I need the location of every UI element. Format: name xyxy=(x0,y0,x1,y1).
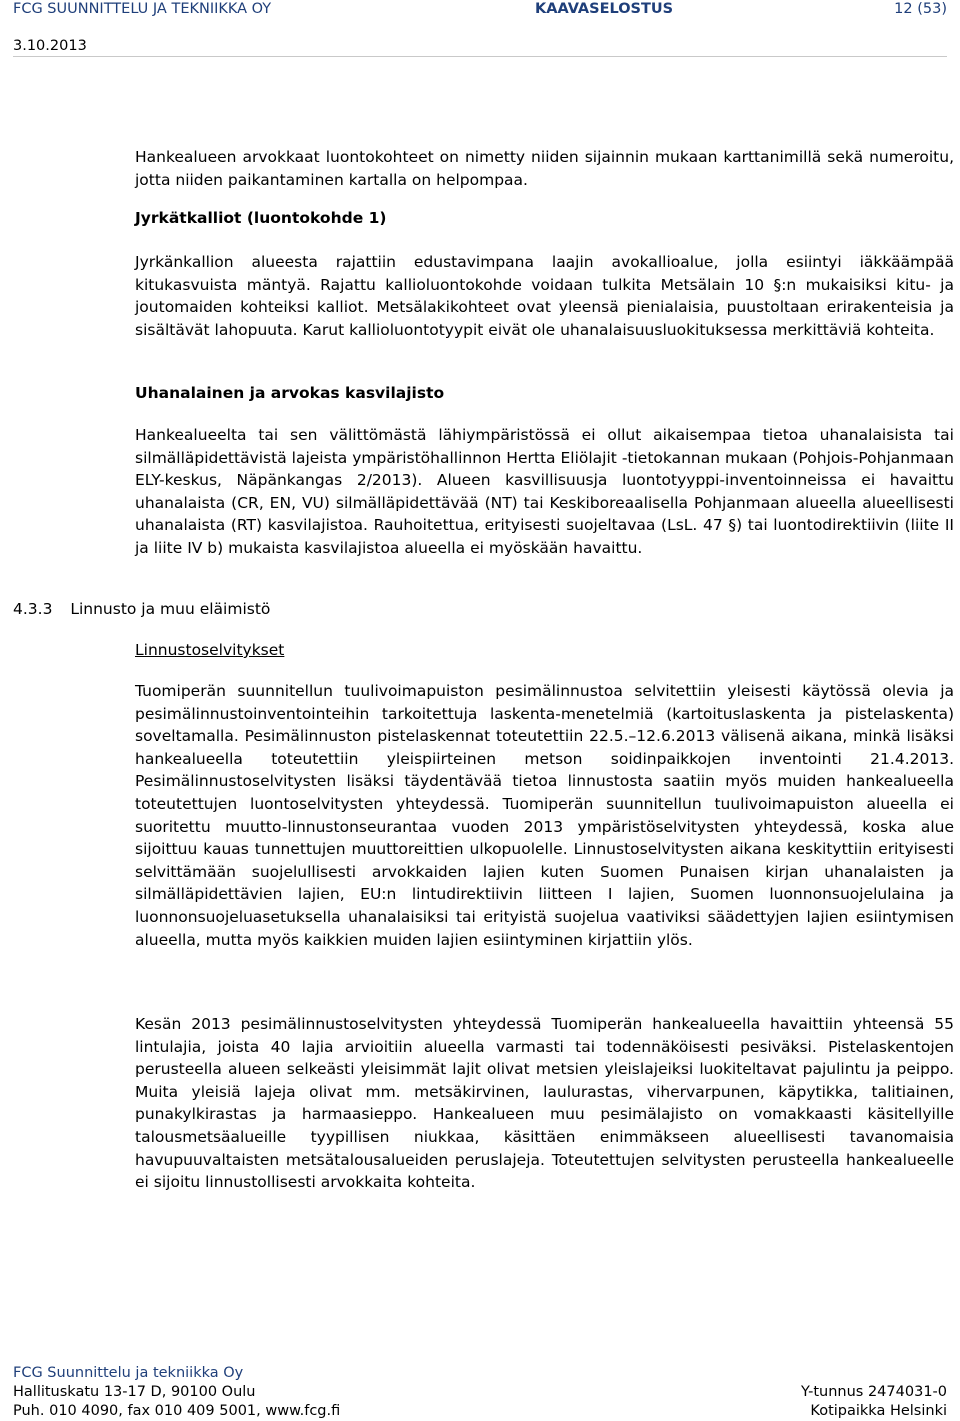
flora-text-block xyxy=(135,424,954,560)
section-heading xyxy=(13,598,270,620)
footer-contact: Puh. 010 4090, fax 010 409 5001, www.fcg.fi xyxy=(13,1403,341,1419)
site1-text-block xyxy=(135,251,954,341)
header-company: FCG SUUNNITTELU JA TEKNIIKKA OY xyxy=(13,1,272,17)
footer-address: Hallituskatu 13-17 D, 90100 Oulu xyxy=(13,1384,256,1400)
site1-heading: Jyrkätkalliot (luontokohde 1) xyxy=(135,209,387,227)
header-doc-type: KAAVASELOSTUS xyxy=(535,1,674,17)
header-top-row xyxy=(13,0,947,20)
intro-block xyxy=(135,146,954,191)
footer-business-id: Y-tunnus 2474031-0 xyxy=(800,1384,947,1400)
birds-paragraph-2: Kesän 2013 pesimälinnustoselvitysten yhteydessä Tuomiperän hankealueella havaittiin yhteensä 55 lintulajia, joista 40 lajia arvioitiin alueella varmasti tai todennäköisesti pesiväksi. Pistelaskentojen perusteella alueen selkeästi yleisimmät lajit olivat metsien yleislajeiksi luokiteltavat pajulintu ja peippo. Muita yleisiä lajeja olivat mm. metsäkirvinen, laulurastas, vihervarpunen, käpytikka, talitiainen, punakylkirastas ja harmaasieppo. Hankealueen muu pesimälajisto on vomakkaasti käsitellyille talousmetsäalueille tyypillisen niukkaa, käsittäen enimmäkseen alueellisesti tavanomaisia havupuuvaltaisten metsätalousalueiden peruslajeja. Toteutettujen selvitysten perusteella hankealueelle ei sijoitu linnustollisesti arvokkaita kohteita. xyxy=(135,1015,954,1192)
footer-domicile: Kotipaikka Helsinki xyxy=(810,1403,947,1419)
birds-subheading: Linnustoselvitykset xyxy=(135,641,285,659)
birds-paragraph-1: Tuomiperän suunnitellun tuulivoimapuiston pesimälinnustoa selvitettiin yleisesti käytössä olevia ja pesimälinnustoinventointeihin tarkoitettuja laskenta-menetelmiä (kartoituslaskenta ja pistelaskenta) soveltamalla. Pesimälinnuston pistelaskennat toteutettiin 22.5.–12.6.2013 välisenä aikana, minkä lisäksi hankealueella toteutettiin yleispiirteinen metson soidinpaikkojen inventointi 21.4.2013. Pesimälinnustoselvitysten lisäksi täydentävää tietoa linnustosta saatiin myös muiden hankealueella toteutettujen luontoselvitysten yhteydessä. Tuomiperän suunnitellun tuulivoimapuiston alueella ei suoritettu muutto-linnustonseurantaa vuoden 2013 ympäristöselvitysten yhteydessä, koska alue sijoittuu kauas tunnettujen muuttoreittien ulkopuolelle. Linnustoselvitysten aikana keskityttiin erityisesti selvittämään suojelullisesti arvokkaiden lajien kuten Suomen Punaisen kirjan uhanalaisten ja silmälläpidettävien lajien, EU:n lintudirektiivin liitteen I lajien, Suomen luonnonsuojelulaina ja luonnonsuojeluasetuksella uhanalaisiksi tai erityistä suojelua vaativiksi säädettyjen lajien esiintymisen alueella, mutta myös kaikkien muiden lajien esiintyminen kirjattiin ylös. xyxy=(135,682,954,949)
birds-text-2-block xyxy=(135,1013,954,1194)
flora-heading: Uhanalainen ja arvokas kasvilajisto xyxy=(135,384,445,402)
header-divider xyxy=(13,56,947,57)
flora-heading-block xyxy=(135,382,954,405)
header-date: 3.10.2013 xyxy=(13,38,87,54)
footer-company: FCG Suunnittelu ja tekniikka Oy xyxy=(13,1365,244,1381)
header-page-number: 12 (53) xyxy=(894,1,947,17)
flora-paragraph: Hankealueelta tai sen välittömästä lähiympäristössä ei ollut aikaisempaa tietoa uhanalaisista tai silmälläpidettävistä lajeista ympäristöhallinnon Hertta Eliölajit -tietokannan mukaan (Pohjois-Pohjanmaan ELY-keskus, Näpänkangas 2/2013). Alueen kasvillisuusja luontotyyppi-inventoinneissa ei havaittu uhanalaista (CR, EN, VU) silmälläpidettävää (NT) tai Keskiboreaalisella Pohjanmaan alueella alueellisesti uhanalaista (RT) kasvilajistoa. Rauhoitettua, erityisesti suojeltavaa (LsL. 47 §) tai luontodirektiivin (liite II ja liite IV b) mukaista kasvilajistoa alueella ei myöskään havaittu. xyxy=(135,426,954,557)
footer-row-2 xyxy=(13,1402,947,1421)
site1-heading-block xyxy=(135,207,954,230)
birds-subheading-block xyxy=(135,639,954,662)
footer-row-1 xyxy=(13,1383,947,1402)
section-number: 4.3.3 xyxy=(13,600,53,618)
birds-text-1-block xyxy=(135,680,954,951)
site1-paragraph: Jyrkänkallion alueesta rajattiin edustavimpana laajin avokallioalue, jolla esiintyi iäkkäämpää kitukasvuista mäntyä. Rajattu kallioluontokohde voidaan tulkita Metsälain 10 §:n mukaisiksi kitu- ja joutomaiden kohteiksi kalliot. Metsälakikohteet ovat yleensä pienialaisia, puustoltaan erirakenteisia ja sisältävät lahopuuta. Karut kallioluontotyypit eivät ole uhanalaisuusluokituksessa merkittäviä kohteita. xyxy=(135,253,954,339)
section-title: Linnusto ja muu eläimistö xyxy=(70,600,271,618)
intro-paragraph: Hankealueen arvokkaat luontokohteet on nimetty niiden sijainnin mukaan karttanimillä sekä numeroitu, jotta niiden paikantaminen kartalla on helpompaa. xyxy=(135,148,954,189)
page-footer xyxy=(13,1364,947,1421)
